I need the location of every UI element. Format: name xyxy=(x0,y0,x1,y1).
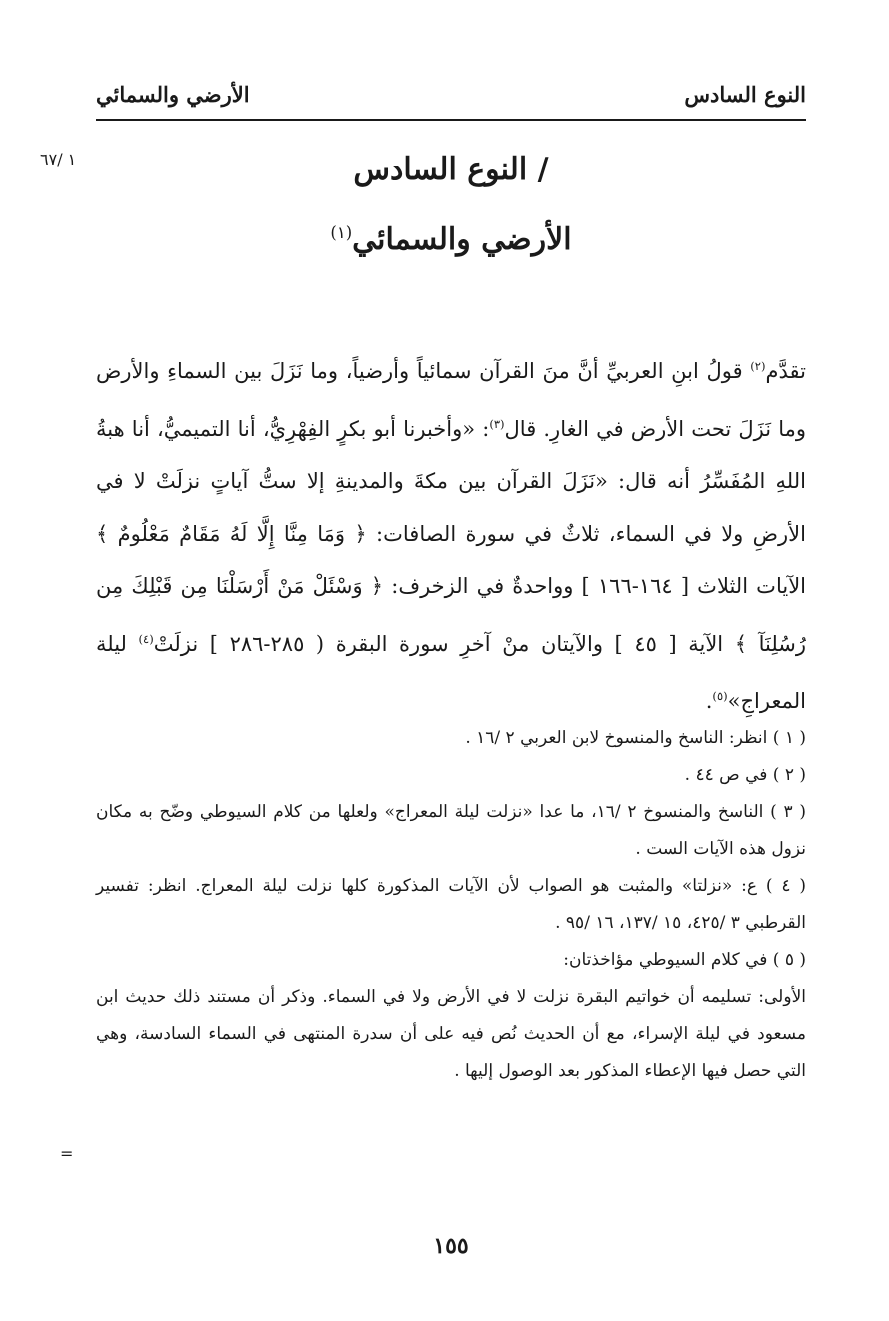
chapter-title: / النوع السادس xyxy=(353,152,549,187)
header-rule xyxy=(96,119,806,121)
footnote-1: ( ١ ) انظر: الناسخ والمنسوخ لابن العربي ٢ /١٦ . xyxy=(465,728,806,748)
running-head-chapter: النوع السادس xyxy=(684,82,806,107)
margin-reference: ١ /٦٧ xyxy=(40,150,77,169)
chapter-subtitle xyxy=(96,222,806,257)
body-text-6: ليلة المعراجِ» xyxy=(96,631,806,713)
footnote-4: ( ٤ ) ع: «نزلتا» والمثبت هو الصواب لأن الآيات المذكورة كلها نزلت ليلة المعراج. انظر: تفسير القرطبي ٣ /٤٢٥، ١٥ /١٣٧، ١٦ /٩٥ . xyxy=(96,876,806,933)
footnote-ref-1: (١) xyxy=(330,223,353,242)
running-head xyxy=(96,76,806,114)
body-paragraph xyxy=(96,340,806,728)
running-head-section: الأرضي والسمائي xyxy=(96,82,250,107)
body-text-3: : «وأخبرنا أبو بكرٍ الفِهْرِيُّ، أنا التميميُّ، أنا هبةُ اللهِ المُفَسِّرُ أنه قال: «نَزَلَ القرآن بين مكةَ والمدينةِ إلا ستُّ آياتٍ نزلَتْ لا في الأرضِ ولا في السماء، ثلاثٌ في سورة الصافات: xyxy=(96,416,806,546)
body-text-7: . xyxy=(705,689,713,713)
body-text-4: الآيات الثلاث [ ١٦٤-١٦٦ ] وواحدةٌ في الزخرف: xyxy=(383,574,807,598)
margin-continuation-mark: = xyxy=(60,1144,74,1163)
footnote-5: ( ٥ ) في كلام السيوطي مؤاخذتان: xyxy=(563,950,806,970)
body-text-2: قولُ ابنِ العربيِّ أنَّ منَ القرآن سمائياً وأرضياً، وما نَزَلَ بين السماءِ والأرض وما نَزَلَ تحت الأرض في الغارِ. قال xyxy=(96,359,806,441)
footnote-ref-3: (٣) xyxy=(489,416,505,431)
quran-verse-1: ﴿ وَمَا مِنَّا إِلَّا لَهُ مَقَامٌ مَعْلُومٌ ﴾ xyxy=(96,521,367,546)
body-text-5: الآية [ ٤٥ ] والآيتان منْ آخرِ سورة البقرة ( ٢٨٥-٢٨٦ ] نزلَتْ xyxy=(153,631,735,656)
body-text-1: تقدَّم xyxy=(765,359,806,383)
footnotes xyxy=(96,720,806,1090)
footnote-2: ( ٢ ) في ص ٤٤ . xyxy=(684,765,806,785)
footnote-5-body: الأولى: تسليمه أن خواتيم البقرة نزلت لا في الأرض ولا في السماء. وذكر أن مستند ذلك حديث ابن مسعود في ليلة الإسراء، مع أن الحديث نُص فيه على أن سدرة المنتهى في السماء السادسة، وهي التي حصل فيها الإعطاء المذكور بعد الوصول إليها . xyxy=(96,987,806,1081)
quran-verse-2: ﴿ وَسْئَلْ مَنْ أَرْسَلْنَا مِن قَبْلِكَ مِن رُسُلِنَآ ﴾ xyxy=(96,574,807,656)
footnote-ref-4: (٤) xyxy=(138,631,154,646)
footnote-ref-2: (٢) xyxy=(750,359,766,373)
footnote-ref-5: (٥) xyxy=(712,689,728,703)
footnote-3: ( ٣ ) الناسخ والمنسوخ ٢ /١٦، ما عدا «نزلت ليلة المعراج» ولعلها من كلام السيوطي وضّح به مكان نزول هذه الآيات الست . xyxy=(96,802,806,859)
page-number: ١٥٥ xyxy=(433,1233,469,1259)
subtitle-text: الأرضي والسمائي xyxy=(352,222,572,257)
